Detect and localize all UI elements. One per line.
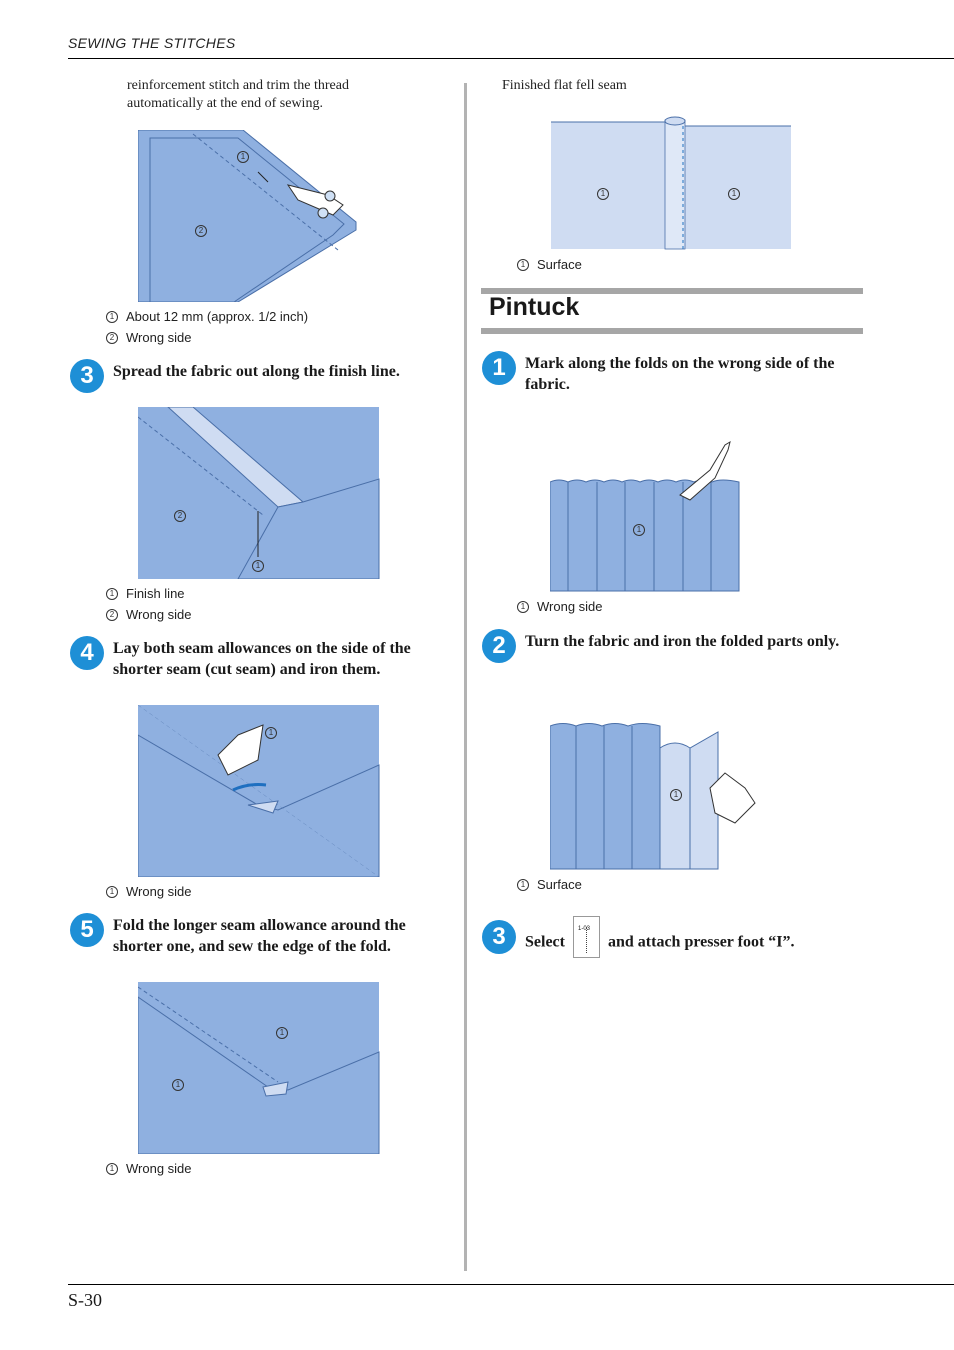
step-text: Mark along the folds on the wrong side of the fabric.: [525, 355, 835, 393]
fig1-callout-1: 1: [237, 151, 249, 163]
fig2-callout-2: 2: [174, 510, 186, 522]
footer-rule: [68, 1284, 954, 1285]
step-text: Fold the longer seam allowance around the shorter one, and sew the edge of the fold.: [113, 917, 406, 955]
figure-finished-seam: [551, 116, 793, 250]
legend-marker: 1: [517, 601, 529, 613]
figure-iron-allowances: [138, 705, 380, 877]
section-title: Pintuck: [489, 293, 580, 321]
step-number-badge: 3: [482, 920, 516, 954]
fig1-legend-2: [106, 330, 192, 345]
legend-text: Wrong side: [126, 330, 192, 345]
running-header: SEWING THE STITCHES: [68, 35, 236, 51]
pintuck-step-2-iron: [482, 629, 862, 663]
select-label: Select: [525, 933, 565, 951]
fig3-callout-1: 1: [265, 727, 277, 739]
legend-text: Finish line: [126, 586, 185, 601]
legend-text: Surface: [537, 877, 582, 892]
legend-marker: 1: [106, 886, 118, 898]
figure-iron-folds: [550, 718, 760, 870]
fig5-legend-1: [517, 257, 582, 272]
step-text: Spread the fabric out along the finish line.: [113, 363, 400, 380]
stitch-key-button[interactable]: [573, 916, 600, 958]
step-number-badge: 4: [70, 636, 104, 670]
step-number-badge: 5: [70, 913, 104, 947]
fig5-callout-1b: 1: [728, 188, 740, 200]
pintuck-step-1-mark: [482, 351, 862, 395]
legend-marker: 1: [517, 879, 529, 891]
step-text: [525, 920, 795, 964]
figure-spread-fabric: [138, 407, 380, 579]
fig2-legend-2: [106, 607, 192, 622]
legend-text: Wrong side: [126, 607, 192, 622]
legend-marker: 2: [106, 332, 118, 344]
page-number: S-30: [68, 1290, 103, 1310]
legend-text: About 12 mm (approx. 1/2 inch): [126, 309, 309, 324]
step-5-fold-sew: [70, 913, 455, 957]
fig4-callout-1a: 1: [276, 1027, 288, 1039]
figure-trim-seam: [138, 130, 360, 302]
fig4-callout-1b: 1: [172, 1079, 184, 1091]
stitch-code: 1-03: [577, 926, 590, 932]
legend-marker: 1: [106, 311, 118, 323]
legend-marker: 2: [106, 609, 118, 621]
step-text: Lay both seam allowances on the side of the shorter seam (cut seam) and iron them.: [113, 640, 411, 678]
column-divider: [464, 83, 467, 1271]
legend-marker: 1: [517, 259, 529, 271]
fig7-legend-1: [517, 877, 582, 892]
header-rule: [68, 58, 954, 59]
straight-stitch-icon: [586, 927, 587, 953]
fig3-legend-1: [106, 884, 192, 899]
step-number-badge: 1: [482, 351, 516, 385]
finished-seam-caption: Finished flat fell seam: [502, 78, 627, 93]
attach-foot-text: and attach presser foot “I”.: [607, 933, 795, 951]
fig7-callout-1: 1: [670, 789, 682, 801]
step-number-badge: 3: [70, 359, 104, 393]
legend-text: Wrong side: [126, 1161, 192, 1176]
fig1-legend-1: [106, 309, 308, 324]
legend-text: Surface: [537, 257, 582, 272]
section-rule-bottom: [481, 328, 863, 334]
fig5-callout-1a: 1: [597, 188, 609, 200]
legend-text: Wrong side: [126, 884, 192, 899]
pintuck-step-3-select: [482, 920, 862, 964]
step-text: Turn the fabric and iron the folded parts only.: [525, 633, 840, 650]
step-3-spread: [70, 359, 455, 393]
legend-marker: 1: [106, 588, 118, 600]
fig6-legend-1: [517, 599, 603, 614]
fig4-legend-1: [106, 1161, 192, 1176]
fig1-callout-2: 2: [195, 225, 207, 237]
figure-fold-sew: [138, 982, 380, 1154]
step-4-iron-allowances: [70, 636, 455, 680]
intro-paragraph: reinforcement stitch and trim the thread automatically at the end of sewing.: [127, 78, 349, 111]
fig2-legend-1: [106, 586, 185, 601]
step-number-badge: 2: [482, 629, 516, 663]
fig2-callout-1: 1: [252, 560, 264, 572]
fig6-callout-1: 1: [633, 524, 645, 536]
legend-text: Wrong side: [537, 599, 603, 614]
legend-marker: 1: [106, 1163, 118, 1175]
figure-mark-folds: [550, 440, 742, 592]
